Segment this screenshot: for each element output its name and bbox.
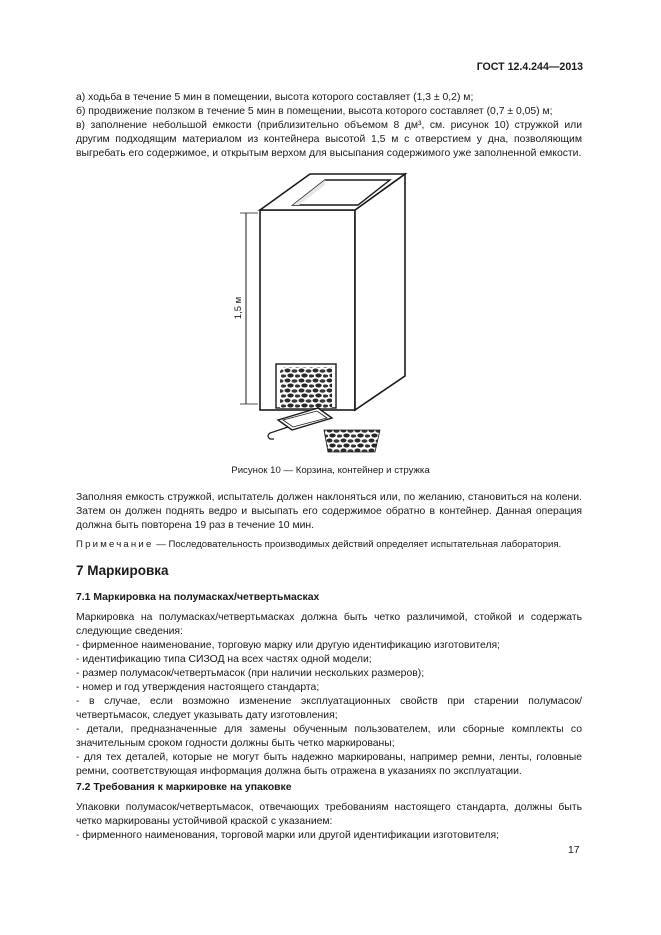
section-7-1-intro: Маркировка на полумасках/четвертьмасках должна быть четко различимой, стойкой и содержать следующие сведения: (76, 612, 582, 638)
intro-item-b-text: б) продвижение ползком в течение 5 мин в помещении, высота которого составляет (0,7 ± 0,05) м; (76, 106, 553, 117)
section-7-2-intro: Упаковки полумасок/четвертьмасок, отвечающих требованиям настоящего стандарта, должны быть четко маркированы устойчивой краской с указанием: (76, 802, 582, 828)
height-label: 1,5 м (233, 296, 244, 320)
section-7-title: 7 Маркировка (76, 563, 169, 578)
intro-item-a (76, 91, 582, 105)
document-header: ГОСТ 12.4.244—2013 (476, 61, 583, 73)
section-7-1-title: 7.1 Маркировка на полумасках/четвертьмасках (76, 592, 320, 603)
page-number: 17 (568, 845, 580, 856)
container-side (355, 174, 405, 410)
marking-item: - фирменное наименование, торговую марку или другую идентификацию изготовителя; (76, 640, 501, 651)
paragraph-after-figure: Заполняя емкость стружкой, испытатель должен наклоняться или, по желанию, становиться на колени. Затем он должен поднять ведро и высыпать его содержимое обратно в контейнер. Данная операция должна быть повторена 19 раз в течение 10 мин. (76, 492, 582, 532)
marking-item: - в случае, если возможно изменение эксплуатационных свойств при старении полумасок/четвертьмасок, следует указывать дату изготовления; (76, 696, 582, 722)
section-7-2-title: 7.2 Требования к маркировке на упаковке (76, 782, 292, 793)
intro-item-c (76, 119, 582, 162)
marking-item: - для тех деталей, которые не могут быть надежно маркированы, например ремни, ленты, головные ремни, соответствующая информация должна быть отражена в указаниях по эксплуатации. (76, 752, 582, 778)
note-label: Примечание (76, 539, 154, 550)
marking-item: - номер и год утверждения настоящего стандарта; (76, 682, 320, 693)
marking-item: - размер полумасок/четвертьмасок (при наличии нескольких размеров); (76, 668, 425, 679)
note (76, 538, 582, 552)
intro-item-a-text: а) ходьба в течение 5 мин в помещении, высота которого составляет (1,3 ± 0,2) м; (76, 92, 474, 103)
intro-item-c-text: в) заполнение небольшой емкости (приблизительно объемом 8 дм³, см. рисунок 10) стружкой или другим подходящим материалом из контейнера высотой 1,5 м с отверстием у дна, позволяющим выгребать его содержимое, и открытым верхом для высыпания содержимого уже заполненной емкости. (76, 120, 582, 160)
marking-item: - детали, предназначенные для замены обученным пользователем, или сборные комплекты со значительным сроком годности должны быть четко маркированы; (76, 724, 582, 750)
basket-handle (268, 427, 288, 439)
packaging-item: - фирменного наименования, торговой марки или другой идентификации изготовителя; (76, 830, 500, 841)
figure-10-diagram (200, 168, 440, 453)
intro-item-b (76, 105, 582, 119)
marking-item: - идентификацию типа СИЗОД на всех частях одной модели; (76, 654, 372, 665)
shavings-pile (324, 430, 380, 452)
note-text: — Последовательность производимых действий определяет испытательная лаборатория. (153, 539, 562, 550)
shavings-in-container (280, 367, 332, 408)
figure-caption: Рисунок 10 — Корзина, контейнер и стружка (231, 465, 430, 476)
